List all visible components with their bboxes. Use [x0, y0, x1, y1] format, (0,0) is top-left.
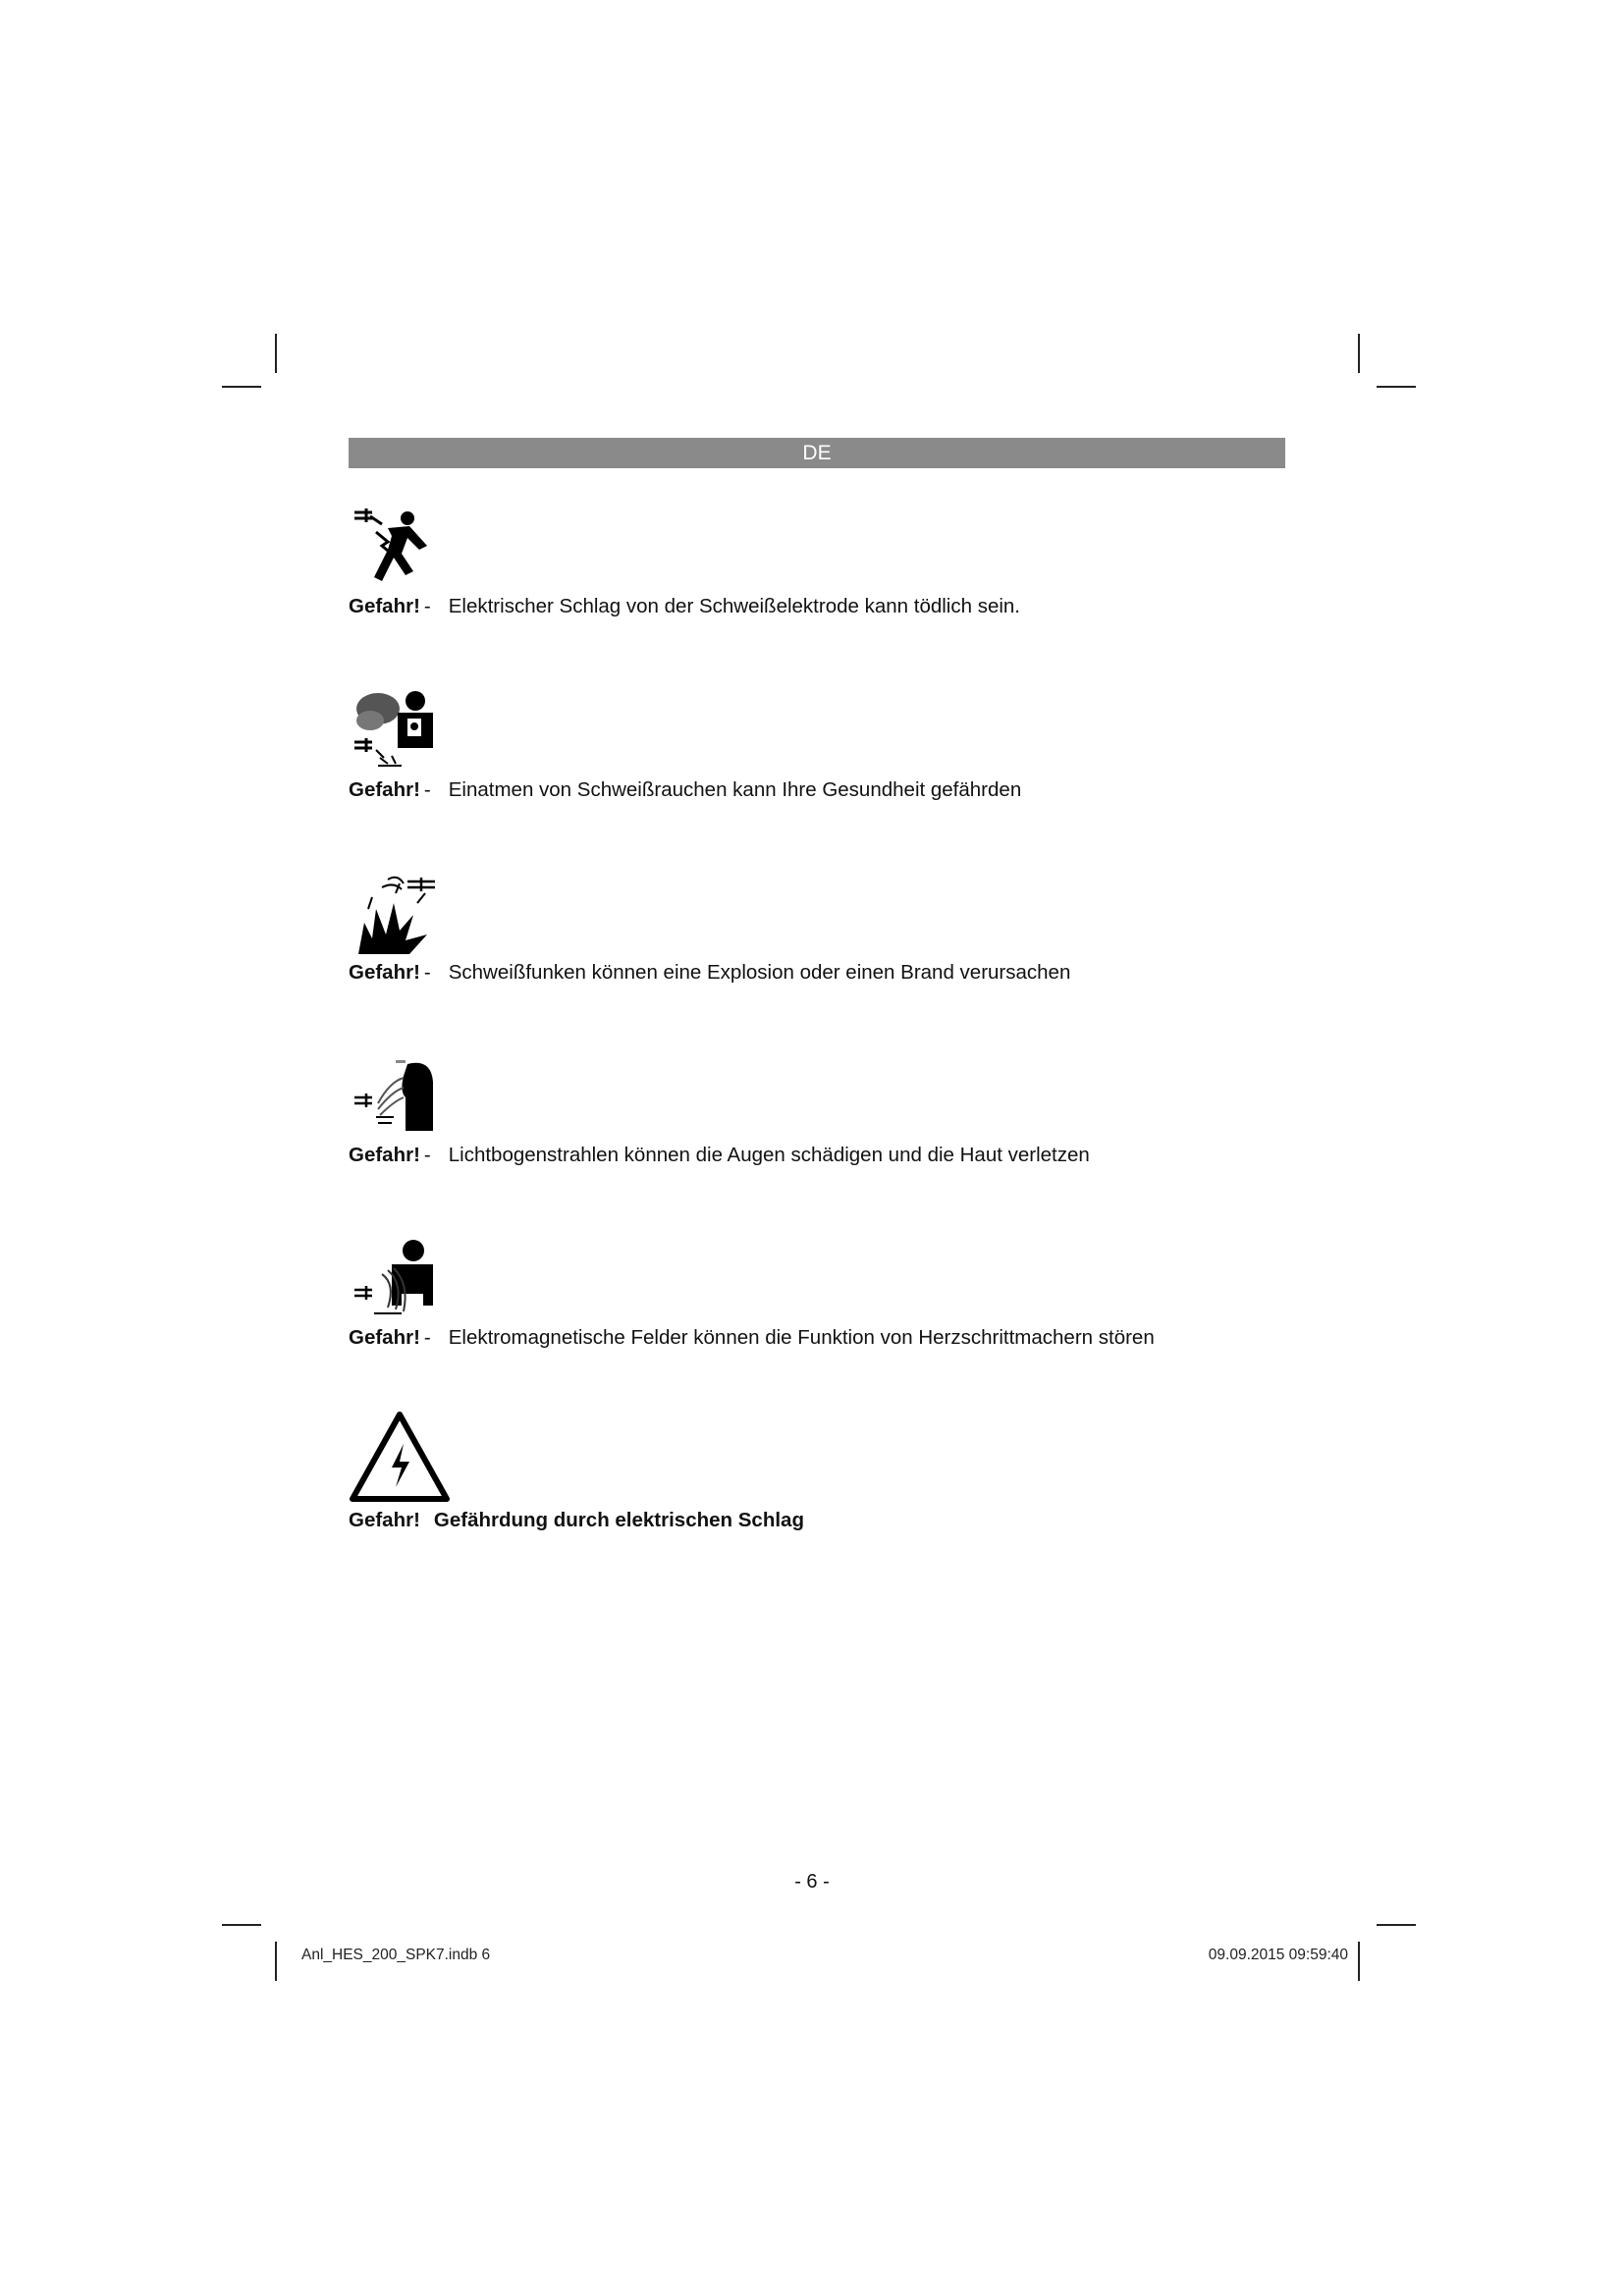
warning-text: Lichtbogenstrahlen können die Augen schädigen und die Haut verletzen	[448, 1144, 1090, 1166]
crop-mark	[1358, 334, 1360, 373]
electromagnetic-fields-icon	[349, 1235, 442, 1323]
warning-line-electromagnetic	[349, 1326, 1155, 1350]
crop-mark	[222, 386, 261, 388]
warning-line-arc-rays	[349, 1144, 1090, 1167]
crop-mark	[275, 334, 277, 373]
warning-separator: -	[423, 1144, 431, 1166]
welding-sparks-explosion-icon	[349, 870, 442, 958]
warning-label: Gefahr!	[349, 1144, 420, 1166]
warning-line-welding-sparks	[349, 961, 1070, 985]
warning-text: Einatmen von Schweißrauchen kann Ihre Gesundheit gefährden	[448, 778, 1022, 801]
warning-separator: -	[423, 961, 431, 984]
welding-fumes-icon	[349, 687, 442, 775]
warning-text: Elektromagnetische Felder können die Funktion von Herzschrittmachern stören	[448, 1326, 1155, 1349]
language-header-bar	[349, 438, 1285, 468]
footer-timestamp: 09.09.2015 09:59:40	[1208, 1947, 1348, 1963]
warning-line-welding-fumes	[349, 778, 1021, 802]
electric-shock-icon	[349, 503, 442, 591]
warning-label: Gefahr!	[349, 1326, 420, 1349]
warning-label: Gefahr!	[349, 778, 420, 801]
footer-file-name: Anl_HES_200_SPK7.indb 6	[301, 1947, 491, 1963]
warning-text: Gefährdung durch elektrischen Schlag	[433, 1509, 804, 1531]
arc-rays-icon	[349, 1052, 442, 1141]
crop-mark	[222, 1924, 261, 1926]
warning-separator: -	[423, 1326, 431, 1349]
warning-line-electric-shock	[349, 595, 1020, 618]
crop-mark	[1358, 1942, 1360, 1981]
crop-mark	[1377, 1924, 1416, 1926]
warning-separator: -	[423, 778, 431, 801]
page-number: - 6 -	[794, 1871, 830, 1893]
warning-label: Gefahr!	[349, 1509, 420, 1531]
language-code: DE	[802, 441, 832, 464]
warning-line-high-voltage	[349, 1509, 804, 1532]
crop-mark	[1377, 386, 1416, 388]
warning-text: Elektrischer Schlag von der Schweißelektrode kann tödlich sein.	[448, 595, 1021, 617]
warning-separator: -	[423, 595, 431, 617]
warning-label: Gefahr!	[349, 595, 420, 617]
warning-label: Gefahr!	[349, 961, 420, 984]
warning-text: Schweißfunken können eine Explosion oder einen Brand verursachen	[448, 961, 1071, 984]
high-voltage-warning-icon	[349, 1411, 451, 1505]
crop-mark	[275, 1942, 277, 1981]
